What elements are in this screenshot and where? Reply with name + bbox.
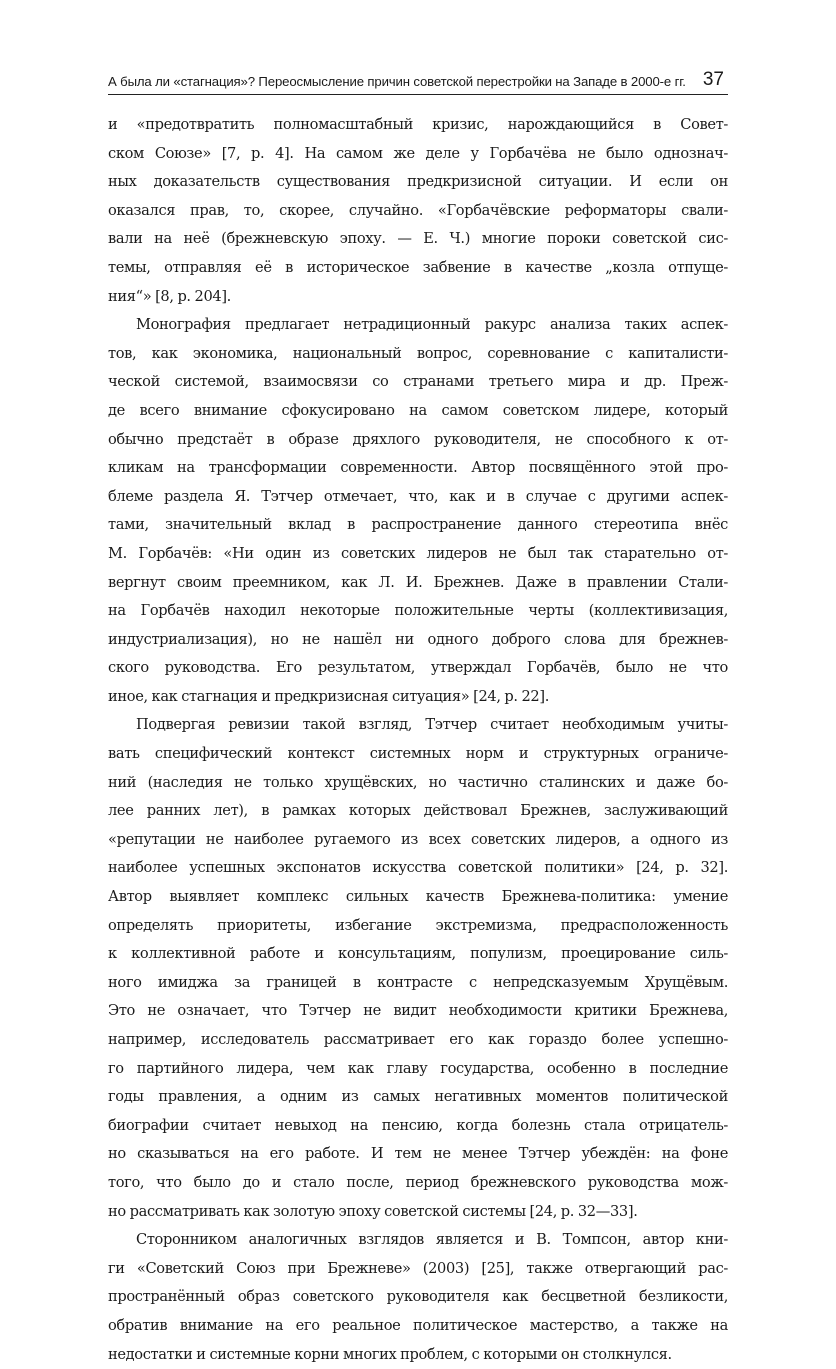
text-line: годы правления, а одним из самых негативных моментов политической <box>108 1088 728 1106</box>
page-number: 37 <box>702 69 724 90</box>
book-page <box>108 56 728 1369</box>
text-line: оказался прав, то, скорее, случайно. «Горбачёвские реформаторы свали- <box>108 201 728 219</box>
running-title: А была ли «стагнация»? Переосмысление причин советской перестройки на Западе в 2000-е гг. <box>108 74 686 89</box>
text-line: лее ранних лет), в рамках которых действовал Брежнев, заслуживающий <box>108 802 728 820</box>
body-text <box>108 111 728 1369</box>
running-header <box>108 56 728 95</box>
text-line: Сторонником аналогичных взглядов является и В. Томпсон, автор кни- <box>136 1231 728 1249</box>
text-line: «репутации не наиболее ругаемого из всех советских лидеров, а одного из <box>108 830 728 848</box>
text-line: ского руководства. Его результатом, утверждал Горбачёв, было не что <box>108 659 728 677</box>
text-line: но рассматривать как золотую эпоху советской системы [24, p. 32—33]. <box>108 1202 638 1220</box>
text-line: де всего внимание сфокусировано на самом советском лидере, который <box>108 401 728 419</box>
text-line: ческой системой, взаимосвязи со странами третьего мира и др. Преж- <box>108 373 728 391</box>
text-line: Подвергая ревизии такой взгляд, Тэтчер считает необходимым учиты- <box>136 716 728 734</box>
text-line: на Горбачёв находил некоторые положительные черты (коллективизация, <box>108 602 728 620</box>
text-line: недостатки и системные корни многих проблем, с которыми он столкнулся. <box>108 1345 672 1363</box>
text-line: кликам на трансформации современности. Автор посвящённого этой про- <box>108 459 728 477</box>
text-line: го партийного лидера, чем как главу государства, особенно в последние <box>108 1059 728 1077</box>
text-line: наиболее успешных экспонатов искусства советской политики» [24, p. 32]. <box>108 859 728 877</box>
text-line: но сказываться на его работе. И тем не менее Тэтчер убеждён: на фоне <box>108 1145 728 1163</box>
text-line: Монография предлагает нетрадиционный ракурс анализа таких аспек- <box>136 316 728 334</box>
text-line: иное, как стагнация и предкризисная ситуация» [24, p. 22]. <box>108 687 550 705</box>
text-line: того, что было до и стало после, период брежневского руководства мож- <box>108 1173 728 1191</box>
text-line: и «предотвратить полномасштабный кризис, нарождающийся в Совет- <box>108 116 728 133</box>
text-line: обычно предстаёт в образе дряхлого руководителя, не способного к от- <box>108 430 728 448</box>
text-line: блеме раздела Я. Тэтчер отмечает, что, как и в случае с другими аспек- <box>108 487 728 505</box>
text-line: вергнут своим преемником, как Л. И. Брежнев. Даже в правлении Стали- <box>108 573 728 591</box>
text-line: М. Горбачёв: «Ни один из советских лидеров не был так старательно от- <box>108 544 728 562</box>
text-line: тами, значительный вклад в распространение данного стереотипа внёс <box>108 516 728 534</box>
text-line: ги «Советский Союз при Брежневе» (2003) [25], также отвергающий рас- <box>108 1259 728 1277</box>
text-line: пространённый образ советского руководителя как бесцветной безликости, <box>108 1288 728 1306</box>
text-line: ском Союзе» [7, p. 4]. На самом же деле у Горбачёва не было однознач- <box>108 144 728 162</box>
text-line: индустриализация), но не нашёл ни одного доброго слова для брежнев- <box>108 630 728 648</box>
text-line: ных доказательств существования предкризисной ситуации. И если он <box>108 173 728 191</box>
text-line: Автор выявляет комплекс сильных качеств Брежнева-политика: умение <box>108 888 728 906</box>
text-line: ния“» [8, p. 204]. <box>108 287 231 305</box>
text-line: например, исследователь рассматривает его как гораздо более успешно- <box>108 1031 728 1048</box>
text-line: биографии считает невыход на пенсию, когда болезнь стала отрицатель- <box>108 1116 728 1134</box>
text-line: Это не означает, что Тэтчер не видит необходимости критики Брежнева, <box>108 1002 728 1020</box>
paragraph <box>108 111 728 311</box>
paragraph <box>108 1226 728 1369</box>
text-line: тов, как экономика, национальный вопрос, соревнование с капиталисти- <box>108 344 728 362</box>
text-line: темы, отправляя её в историческое забвение в качестве „козла отпуще- <box>108 258 728 276</box>
paragraph <box>108 711 728 1226</box>
text-line: вали на неё (брежневскую эпоху. — Е. Ч.) многие пороки советской сис- <box>108 230 728 248</box>
text-line: ного имиджа за границей в контрасте с непредсказуемым Хрущёвым. <box>108 973 728 991</box>
paragraph <box>108 311 728 711</box>
text-line: ний (наследия не только хрущёвских, но частично сталинских и даже бо- <box>108 773 728 791</box>
text-line: обратив внимание на его реальное политическое мастерство, а также на <box>108 1316 728 1334</box>
text-line: определять приоритеты, избегание экстремизма, предрасположенность <box>108 916 728 934</box>
text-line: вать специфический контекст системных норм и структурных ограниче- <box>108 745 728 763</box>
text-line: к коллективной работе и консультациям, популизм, проецирование силь- <box>108 945 728 963</box>
